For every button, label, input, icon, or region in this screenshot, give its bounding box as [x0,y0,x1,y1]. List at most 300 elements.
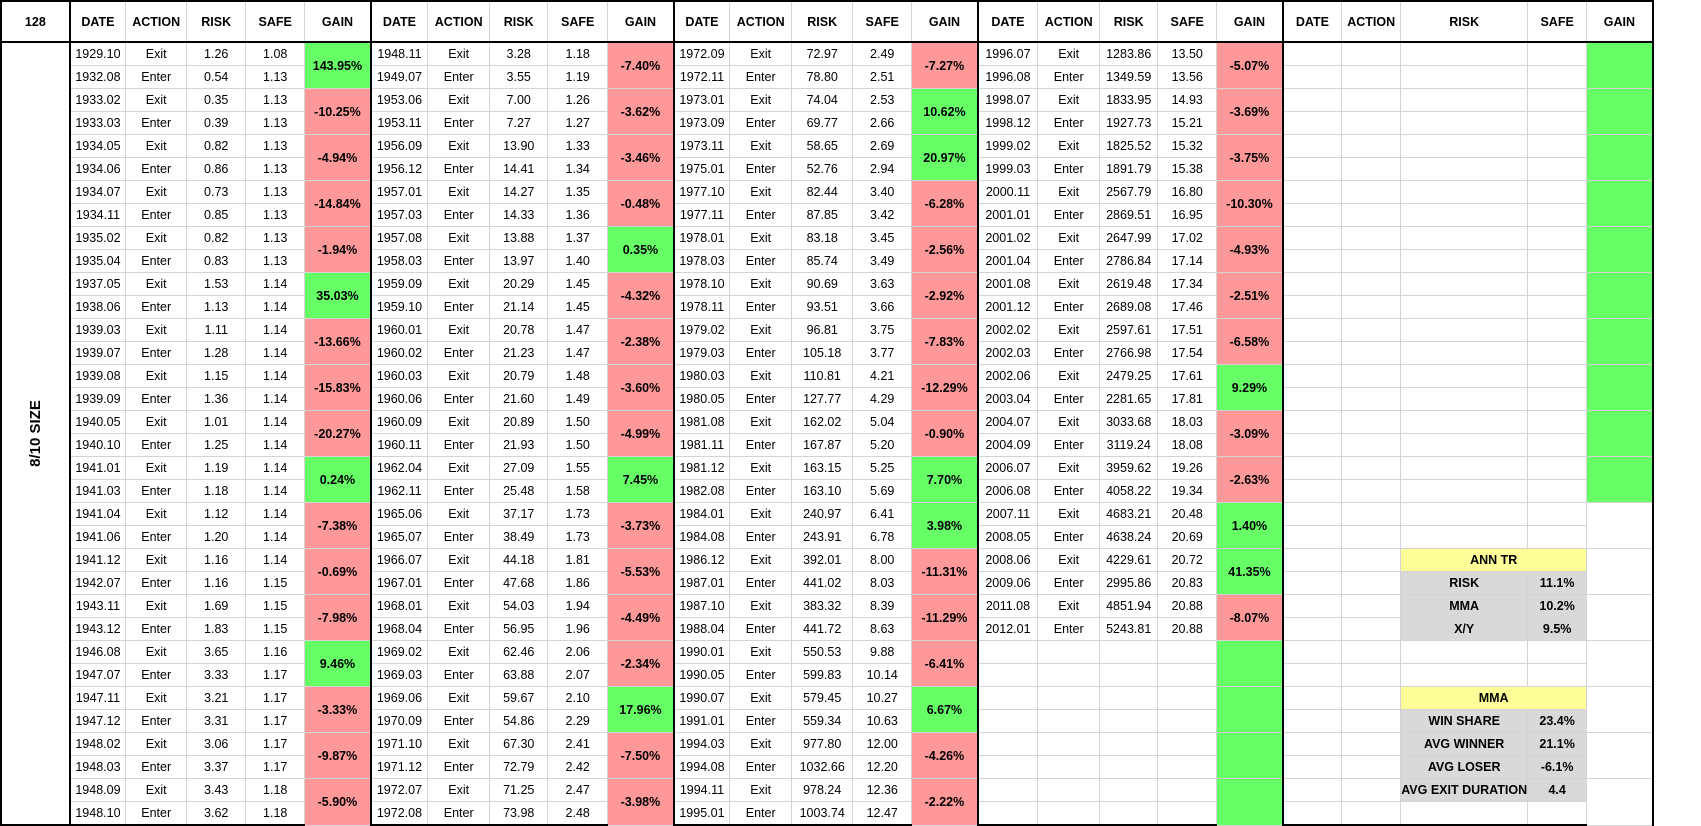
date-cell[interactable]: 1943.11 [70,595,126,618]
header-safe[interactable]: SAFE [1528,1,1587,42]
action-cell[interactable] [1342,618,1401,641]
action-cell[interactable]: Exit [730,411,792,434]
gain-cell[interactable]: -5.53% [608,549,674,595]
action-cell[interactable]: Enter [126,480,187,503]
risk-cell[interactable]: 2479.25 [1100,365,1158,388]
risk-cell[interactable]: 1833.95 [1100,89,1158,112]
risk-cell[interactable]: 3119.24 [1100,434,1158,457]
header-safe[interactable]: SAFE [548,1,608,42]
risk-cell[interactable]: 977.80 [792,733,853,756]
risk-cell[interactable]: 3.21 [187,687,246,710]
safe-cell[interactable]: 1.14 [246,526,305,549]
risk-cell[interactable]: 0.35 [187,89,246,112]
date-cell[interactable]: 1968.01 [371,595,428,618]
risk-cell[interactable] [1100,710,1158,733]
risk-cell[interactable]: 20.78 [490,319,548,342]
action-cell[interactable] [1342,687,1401,710]
date-cell[interactable]: 1946.08 [70,641,126,664]
header-risk[interactable]: RISK [792,1,853,42]
risk-cell[interactable]: 2647.99 [1100,227,1158,250]
risk-cell[interactable] [1401,434,1528,457]
date-cell[interactable]: 1982.08 [674,480,730,503]
header-safe[interactable]: SAFE [246,1,305,42]
risk-cell[interactable]: 392.01 [792,549,853,572]
header-gain[interactable]: GAIN [1587,1,1653,42]
risk-cell[interactable] [1401,388,1528,411]
risk-cell[interactable]: 63.88 [490,664,548,687]
action-cell[interactable]: Exit [428,641,490,664]
gain-cell[interactable]: -5.07% [1217,42,1283,89]
safe-cell[interactable]: 1.35 [548,181,608,204]
gain-cell[interactable] [1587,135,1653,181]
risk-cell[interactable]: 72.79 [490,756,548,779]
safe-cell[interactable]: 1.48 [548,365,608,388]
action-cell[interactable]: Enter [1038,342,1100,365]
gain-cell[interactable]: -3.75% [1217,135,1283,181]
date-cell[interactable]: 1998.07 [978,89,1038,112]
date-cell[interactable] [1283,641,1342,664]
risk-cell[interactable]: 1003.74 [792,802,853,826]
safe-cell[interactable]: 12.36 [853,779,912,802]
header-date[interactable]: DATE [674,1,730,42]
safe-cell[interactable]: 1.14 [246,365,305,388]
safe-cell[interactable] [1528,457,1587,480]
action-cell[interactable] [1342,779,1401,802]
action-cell[interactable]: Enter [126,388,187,411]
gain-cell[interactable] [1217,687,1283,733]
risk-cell[interactable]: 1.19 [187,457,246,480]
risk-cell[interactable]: 1825.52 [1100,135,1158,158]
action-cell[interactable]: Enter [1038,480,1100,503]
date-cell[interactable] [1283,411,1342,434]
safe-cell[interactable]: 1.49 [548,388,608,411]
risk-cell[interactable]: 163.10 [792,480,853,503]
date-cell[interactable]: 1972.09 [674,42,730,66]
date-cell[interactable]: 1973.11 [674,135,730,158]
safe-cell[interactable]: 1.13 [246,135,305,158]
safe-cell[interactable]: 1.26 [548,89,608,112]
risk-cell[interactable]: 54.86 [490,710,548,733]
action-cell[interactable] [1342,250,1401,273]
safe-cell[interactable] [1528,342,1587,365]
safe-cell[interactable]: 8.39 [853,595,912,618]
action-cell[interactable]: Enter [428,710,490,733]
action-cell[interactable]: Exit [428,227,490,250]
header-risk[interactable]: RISK [1100,1,1158,42]
gain-cell[interactable]: -3.33% [305,687,371,733]
action-cell[interactable]: Enter [730,710,792,733]
action-cell[interactable]: Enter [730,158,792,181]
action-cell[interactable]: Exit [1038,181,1100,204]
safe-cell[interactable]: 1.81 [548,549,608,572]
safe-cell[interactable]: 1.14 [246,549,305,572]
risk-cell[interactable]: 7.00 [490,89,548,112]
action-cell[interactable]: Exit [126,181,187,204]
safe-cell[interactable]: 10.27 [853,687,912,710]
date-cell[interactable]: 1948.11 [371,42,428,66]
safe-cell[interactable]: 1.86 [548,572,608,595]
date-cell[interactable]: 1937.05 [70,273,126,296]
gain-cell[interactable]: -4.99% [608,411,674,457]
risk-cell[interactable]: 2786.84 [1100,250,1158,273]
date-cell[interactable]: 1977.10 [674,181,730,204]
risk-cell[interactable] [1401,342,1528,365]
action-cell[interactable] [1342,457,1401,480]
safe-cell[interactable]: 1.73 [548,526,608,549]
risk-cell[interactable]: 44.18 [490,549,548,572]
date-cell[interactable]: 1947.11 [70,687,126,710]
safe-cell[interactable] [1528,204,1587,227]
header-gain[interactable]: GAIN [608,1,674,42]
risk-cell[interactable] [1401,664,1528,687]
gain-cell[interactable]: 17.96% [608,687,674,733]
risk-cell[interactable] [1401,135,1528,158]
gain-cell[interactable]: 35.03% [305,273,371,319]
gain-cell[interactable]: -3.98% [608,779,674,826]
action-cell[interactable] [1342,273,1401,296]
date-cell[interactable]: 1995.01 [674,802,730,826]
risk-cell[interactable]: 69.77 [792,112,853,135]
action-cell[interactable]: Enter [1038,250,1100,273]
action-cell[interactable] [1342,664,1401,687]
action-cell[interactable] [1038,756,1100,779]
action-cell[interactable]: Enter [730,342,792,365]
safe-cell[interactable]: 13.56 [1158,66,1217,89]
action-cell[interactable]: Exit [126,319,187,342]
date-cell[interactable]: 2002.06 [978,365,1038,388]
size-label-cell[interactable] [1,42,70,825]
action-cell[interactable]: Exit [126,687,187,710]
gain-cell[interactable]: -2.92% [912,273,978,319]
date-cell[interactable]: 1949.07 [371,66,428,89]
date-cell[interactable]: 1986.12 [674,549,730,572]
action-cell[interactable] [1342,411,1401,434]
date-cell[interactable] [1283,595,1342,618]
action-cell[interactable]: Exit [428,319,490,342]
action-cell[interactable]: Exit [126,595,187,618]
safe-cell[interactable]: 15.21 [1158,112,1217,135]
action-cell[interactable] [1342,342,1401,365]
date-cell[interactable]: 1960.01 [371,319,428,342]
action-cell[interactable] [1342,296,1401,319]
risk-cell[interactable] [1401,181,1528,204]
risk-cell[interactable]: 3.37 [187,756,246,779]
date-cell[interactable]: 1980.03 [674,365,730,388]
risk-cell[interactable]: 127.77 [792,388,853,411]
date-cell[interactable]: 1935.04 [70,250,126,273]
gain-cell[interactable]: -3.62% [608,89,674,135]
safe-cell[interactable]: 20.88 [1158,595,1217,618]
action-cell[interactable]: Enter [730,802,792,826]
gain-cell[interactable]: -7.27% [912,42,978,89]
gain-cell[interactable]: -3.73% [608,503,674,549]
date-cell[interactable]: 1994.11 [674,779,730,802]
date-cell[interactable] [1283,250,1342,273]
date-cell[interactable] [978,641,1038,664]
action-cell[interactable]: Enter [730,296,792,319]
risk-cell[interactable]: 3.55 [490,66,548,89]
date-cell[interactable]: 1987.10 [674,595,730,618]
action-cell[interactable]: Exit [730,457,792,480]
risk-cell[interactable]: 240.97 [792,503,853,526]
risk-cell[interactable]: 243.91 [792,526,853,549]
gain-cell[interactable]: 7.70% [912,457,978,503]
action-cell[interactable]: Exit [730,779,792,802]
date-cell[interactable]: 1996.07 [978,42,1038,66]
date-cell[interactable]: 1941.12 [70,549,126,572]
safe-cell[interactable]: 1.14 [246,273,305,296]
action-cell[interactable]: Enter [126,112,187,135]
action-cell[interactable]: Exit [730,273,792,296]
risk-cell[interactable]: 1283.86 [1100,42,1158,66]
date-cell[interactable]: 1960.11 [371,434,428,457]
gain-cell[interactable]: -0.48% [608,181,674,227]
gain-cell[interactable]: -2.63% [1217,457,1283,503]
date-cell[interactable]: 1968.04 [371,618,428,641]
date-cell[interactable]: 1971.12 [371,756,428,779]
safe-cell[interactable]: 17.14 [1158,250,1217,273]
risk-cell[interactable]: 73.98 [490,802,548,826]
date-cell[interactable]: 1939.03 [70,319,126,342]
risk-cell[interactable]: 83.18 [792,227,853,250]
safe-cell[interactable]: 1.19 [548,66,608,89]
risk-cell[interactable]: 2597.61 [1100,319,1158,342]
gain-cell[interactable] [1587,595,1653,641]
header-date[interactable]: DATE [978,1,1038,42]
safe-cell[interactable] [1528,434,1587,457]
risk-cell[interactable] [1401,42,1528,66]
safe-cell[interactable] [1158,802,1217,826]
safe-cell[interactable]: 2.42 [548,756,608,779]
safe-cell[interactable] [1528,526,1587,549]
action-cell[interactable] [1342,135,1401,158]
safe-cell[interactable]: 1.17 [246,687,305,710]
date-cell[interactable]: 1938.06 [70,296,126,319]
date-cell[interactable]: 1948.10 [70,802,126,826]
date-cell[interactable] [1283,802,1342,826]
risk-cell[interactable]: 20.79 [490,365,548,388]
date-cell[interactable]: 1981.08 [674,411,730,434]
risk-cell[interactable] [1100,641,1158,664]
date-cell[interactable]: 2009.06 [978,572,1038,595]
risk-cell[interactable]: 978.24 [792,779,853,802]
date-cell[interactable]: 1970.09 [371,710,428,733]
risk-cell[interactable] [1100,687,1158,710]
safe-cell[interactable]: 1.15 [246,618,305,641]
action-cell[interactable]: Exit [730,595,792,618]
date-cell[interactable]: 1947.12 [70,710,126,733]
action-cell[interactable]: Exit [730,319,792,342]
safe-cell[interactable]: 1.18 [246,802,305,826]
risk-cell[interactable] [1401,112,1528,135]
safe-cell[interactable]: 1.47 [548,342,608,365]
action-cell[interactable]: Exit [730,89,792,112]
gain-cell[interactable] [1587,457,1653,503]
risk-cell[interactable] [1401,641,1528,664]
date-cell[interactable]: 1934.07 [70,181,126,204]
action-cell[interactable]: Exit [428,181,490,204]
safe-cell[interactable] [1528,802,1587,826]
action-cell[interactable]: Enter [1038,526,1100,549]
date-cell[interactable]: 1969.02 [371,641,428,664]
safe-cell[interactable]: 1.33 [548,135,608,158]
date-cell[interactable] [1283,388,1342,411]
safe-cell[interactable]: 10.14 [853,664,912,687]
date-cell[interactable]: 1934.06 [70,158,126,181]
gain-cell[interactable]: -0.69% [305,549,371,595]
safe-cell[interactable]: 9.88 [853,641,912,664]
gain-cell[interactable]: 0.24% [305,457,371,503]
date-cell[interactable] [1283,158,1342,181]
date-cell[interactable]: 2002.02 [978,319,1038,342]
action-cell[interactable] [1342,710,1401,733]
date-cell[interactable]: 1940.05 [70,411,126,434]
gain-cell[interactable]: -4.26% [912,733,978,779]
date-cell[interactable] [1283,227,1342,250]
gain-cell[interactable]: -6.28% [912,181,978,227]
header-risk[interactable]: RISK [490,1,548,42]
action-cell[interactable]: Exit [1038,365,1100,388]
date-cell[interactable]: 1934.11 [70,204,126,227]
action-cell[interactable]: Exit [126,733,187,756]
action-cell[interactable]: Enter [126,204,187,227]
risk-cell[interactable]: 110.81 [792,365,853,388]
safe-cell[interactable] [1528,273,1587,296]
date-cell[interactable]: 2011.08 [978,595,1038,618]
gain-cell[interactable]: -5.90% [305,779,371,826]
date-cell[interactable]: 1962.04 [371,457,428,480]
action-cell[interactable]: Exit [126,365,187,388]
date-cell[interactable] [1283,733,1342,756]
safe-cell[interactable]: 4.29 [853,388,912,411]
date-cell[interactable]: 1965.06 [371,503,428,526]
safe-cell[interactable]: 16.95 [1158,204,1217,227]
safe-cell[interactable]: 12.20 [853,756,912,779]
date-cell[interactable]: 1971.10 [371,733,428,756]
action-cell[interactable]: Exit [428,89,490,112]
date-cell[interactable]: 1969.03 [371,664,428,687]
action-cell[interactable]: Enter [428,342,490,365]
date-cell[interactable] [978,756,1038,779]
gain-cell[interactable]: -1.94% [305,227,371,273]
safe-cell[interactable]: 1.18 [246,779,305,802]
risk-cell[interactable]: 1.12 [187,503,246,526]
risk-cell[interactable]: 1.53 [187,273,246,296]
action-cell[interactable]: Exit [126,549,187,572]
date-cell[interactable]: 2006.08 [978,480,1038,503]
risk-cell[interactable]: 13.88 [490,227,548,250]
action-cell[interactable]: Enter [126,802,187,826]
date-cell[interactable]: 2006.07 [978,457,1038,480]
action-cell[interactable]: Exit [428,779,490,802]
safe-cell[interactable]: 3.77 [853,342,912,365]
date-cell[interactable]: 2001.01 [978,204,1038,227]
action-cell[interactable]: Enter [428,296,490,319]
risk-cell[interactable]: 559.34 [792,710,853,733]
date-cell[interactable]: 1984.08 [674,526,730,549]
safe-cell[interactable]: 2.53 [853,89,912,112]
date-cell[interactable]: 1960.06 [371,388,428,411]
date-cell[interactable] [978,779,1038,802]
action-cell[interactable]: Exit [126,641,187,664]
gain-cell[interactable]: 1.40% [1217,503,1283,549]
safe-cell[interactable]: 1.94 [548,595,608,618]
action-cell[interactable]: Enter [428,618,490,641]
date-cell[interactable]: 1960.03 [371,365,428,388]
safe-cell[interactable]: 2.49 [853,42,912,66]
action-cell[interactable]: Enter [730,250,792,273]
action-cell[interactable] [1342,480,1401,503]
gain-cell[interactable] [1587,273,1653,319]
gain-cell[interactable]: -10.25% [305,89,371,135]
safe-cell[interactable]: 5.69 [853,480,912,503]
action-cell[interactable]: Enter [126,664,187,687]
risk-cell[interactable]: 3.62 [187,802,246,826]
gain-cell[interactable]: -4.93% [1217,227,1283,273]
action-cell[interactable] [1342,181,1401,204]
safe-cell[interactable]: 17.54 [1158,342,1217,365]
risk-cell[interactable]: 71.25 [490,779,548,802]
safe-cell[interactable]: 12.47 [853,802,912,826]
risk-cell[interactable]: 93.51 [792,296,853,319]
safe-cell[interactable]: 15.38 [1158,158,1217,181]
safe-cell[interactable]: 1.13 [246,66,305,89]
date-cell[interactable]: 1960.02 [371,342,428,365]
date-cell[interactable] [1283,319,1342,342]
safe-cell[interactable] [1528,135,1587,158]
safe-cell[interactable]: 2.47 [548,779,608,802]
risk-cell[interactable]: 1927.73 [1100,112,1158,135]
safe-cell[interactable]: 17.61 [1158,365,1217,388]
safe-cell[interactable]: 3.75 [853,319,912,342]
date-cell[interactable]: 1980.05 [674,388,730,411]
date-cell[interactable]: 1987.01 [674,572,730,595]
risk-cell[interactable]: 7.27 [490,112,548,135]
gain-cell[interactable]: -9.87% [305,733,371,779]
safe-cell[interactable] [1528,503,1587,526]
date-cell[interactable]: 1977.11 [674,204,730,227]
date-cell[interactable]: 1939.09 [70,388,126,411]
risk-cell[interactable]: 1.01 [187,411,246,434]
safe-cell[interactable]: 16.80 [1158,181,1217,204]
gain-cell[interactable]: 0.35% [608,227,674,273]
gain-cell[interactable]: 6.67% [912,687,978,733]
header-risk[interactable]: RISK [187,1,246,42]
action-cell[interactable]: Enter [126,250,187,273]
header-action[interactable]: ACTION [126,1,187,42]
date-cell[interactable]: 1929.10 [70,42,126,66]
safe-cell[interactable] [1528,158,1587,181]
action-cell[interactable]: Enter [730,434,792,457]
gain-cell[interactable] [1587,687,1653,733]
safe-cell[interactable]: 1.14 [246,457,305,480]
action-cell[interactable]: Enter [126,618,187,641]
risk-cell[interactable] [1401,365,1528,388]
risk-cell[interactable]: 1.13 [187,296,246,319]
risk-cell[interactable] [1401,296,1528,319]
action-cell[interactable]: Enter [428,802,490,826]
date-cell[interactable]: 2001.12 [978,296,1038,319]
action-cell[interactable] [1038,802,1100,826]
action-cell[interactable]: Enter [428,204,490,227]
risk-cell[interactable]: 47.68 [490,572,548,595]
action-cell[interactable]: Enter [428,388,490,411]
risk-cell[interactable]: 62.46 [490,641,548,664]
risk-cell[interactable]: 599.83 [792,664,853,687]
risk-cell[interactable]: 27.09 [490,457,548,480]
date-cell[interactable]: 1947.07 [70,664,126,687]
safe-cell[interactable]: 10.63 [853,710,912,733]
